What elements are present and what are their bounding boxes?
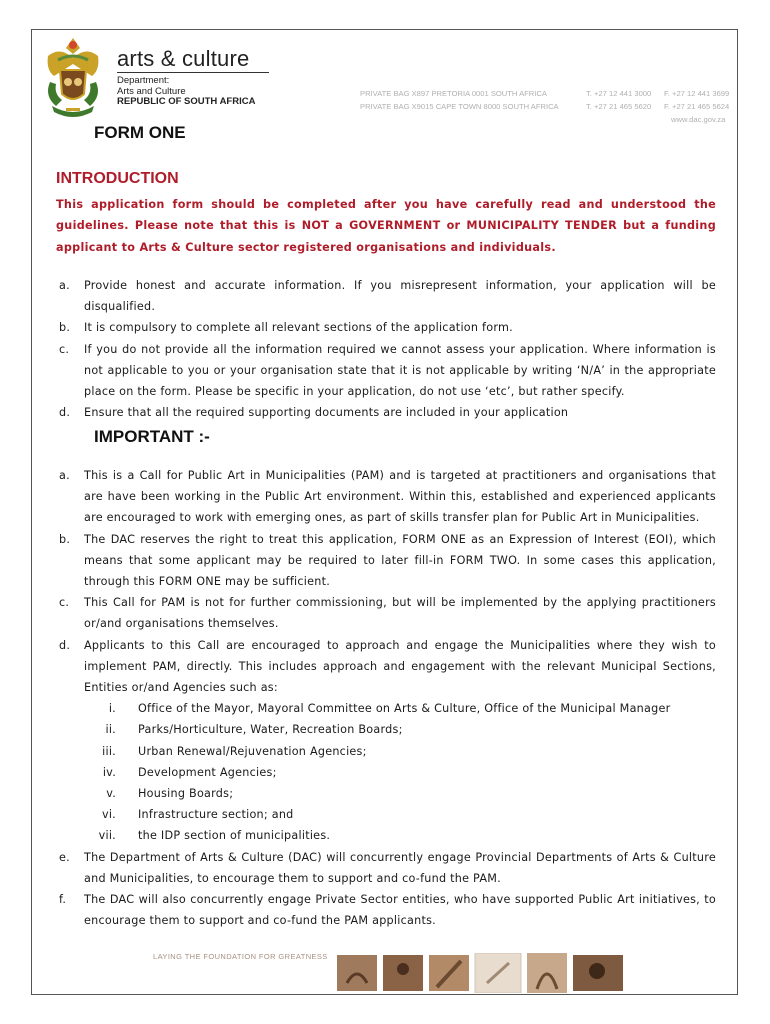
footer-slogan: LAYING THE FOUNDATION FOR GREATNESS (153, 952, 328, 961)
list-item: f. The DAC will also concurrently engage Private Sector entities, who have supported Public Art initiatives, to encourage them to support and co-fund the PAM applicants. (59, 893, 716, 928)
website[interactable]: www.dac.gov.za (671, 115, 726, 124)
postal-address (360, 87, 559, 113)
list-item: e. The Department of Arts & Culture (DAC) will concurrently engage Provincial Departments of Arts & Culture and Municipalities, to encourage them to support and co-fund the PAM. (59, 850, 716, 885)
sub-list-item: iv. Development Agencies; (102, 765, 277, 779)
list-item: b. The DAC reserves the right to treat this application, FORM ONE as an Expression of Interest (EOI), which means that some applicant may be required to later fill-in FORM TWO. In some cases this application, through this FORM ONE may be sufficient. (59, 532, 716, 589)
fax-numbers (664, 87, 729, 113)
important-list (56, 465, 716, 931)
introduction-list (56, 275, 716, 423)
list-item: c. If you do not provide all the information required we cannot assess your application. Where information is not applicable to you or your organisation state that it is not applicable by writing ‘N/A’ in the appropriate place on the form. Please be specific in your application, do not use ‘etc’, but rather specify. (59, 342, 716, 399)
phone-line: T. +27 21 465 5620 (586, 102, 652, 111)
department-line: Arts and Culture (117, 85, 186, 97)
introduction-paragraph: This application form should be completed after you have carefully read and understood the guidelines. Please note that this is NOT a GOVERNMENT or MUNICIPALITY TENDER but a funding applicant to Arts & Culture sector registered organisations and individuals. (56, 198, 716, 254)
address-line: PRIVATE BAG X897 PRETORIA 0001 SOUTH AFRICA (360, 89, 547, 98)
list-item: d. Applicants to this Call are encouraged to approach and engage the Municipalities where they wish to implement PAM, directly. This includes approach and engagement with the relevant Municipal Sections, Entities or/and Agencies such as: i. Office of the Mayor, Mayoral Committee on Arts & Culture, Office of the Municipal Manager ii. Parks/Horticulture, Water, Recreation Boards; iii. Urban Renewal/Rejuvenation Agencies; iv. Development Agencies; v. Housing Boards; vi. Infrastructure section; and vii. the IDP section of municipalities. (56, 635, 716, 847)
coat-of-arms-icon (40, 34, 106, 120)
brand-title: arts & culture (117, 46, 250, 71)
list-item: a. Provide honest and accurate information. If you misrepresent information, your application will be disqualified. (59, 279, 716, 314)
department-line: Department: (117, 75, 170, 86)
form-title: FORM ONE (94, 123, 186, 142)
phone-numbers (586, 87, 651, 113)
important-heading: IMPORTANT :- (94, 427, 210, 446)
sub-list-item: vii. the IDP section of municipalities. (98, 829, 331, 843)
sub-list-item: v. Housing Boards; (106, 787, 234, 801)
sub-list-item: vi. Infrastructure section; and (101, 808, 294, 822)
phone-line: T. +27 12 441 3000 (586, 89, 652, 98)
list-item: a. This is a Call for Public Art in Municipalities (PAM) and is targeted at practitioners and organisations that are have been working in the Public Art environment. Within this, established and experienced applicants are encouraged to work with emerging ones, as part of skills transfer plan for Public Art in Municipalities. (59, 469, 716, 525)
department-block (117, 76, 255, 108)
fax-line: F. +27 21 465 5624 (664, 102, 730, 111)
sub-list-item: ii. Parks/Horticulture, Water, Recreation Boards; (105, 723, 403, 737)
introduction-heading: INTRODUCTION (56, 170, 179, 187)
brand-divider (117, 72, 269, 73)
footer-photo-strip (337, 953, 627, 993)
list-item: d. Ensure that all the required supporting documents are included in your application (59, 406, 569, 420)
sub-list-item: iii. Urban Renewal/Rejuvenation Agencies; (102, 744, 367, 758)
sub-list-item: i. Office of the Mayor, Mayoral Committee on Arts & Culture, Office of the Municipal Manager (108, 702, 671, 716)
department-line: REPUBLIC OF SOUTH AFRICA (117, 96, 256, 107)
list-item: c. This Call for PAM is not for further commissioning, but will be implemented by the applying practitioners or/and organisations themselves. (59, 596, 716, 631)
fax-line: F. +27 12 441 3699 (664, 89, 730, 98)
list-item: b. It is compulsory to complete all relevant sections of the application form. (59, 321, 513, 335)
agency-sublist (84, 698, 716, 846)
address-line: PRIVATE BAG X9015 CAPE TOWN 8000 SOUTH AFRICA (360, 102, 559, 111)
